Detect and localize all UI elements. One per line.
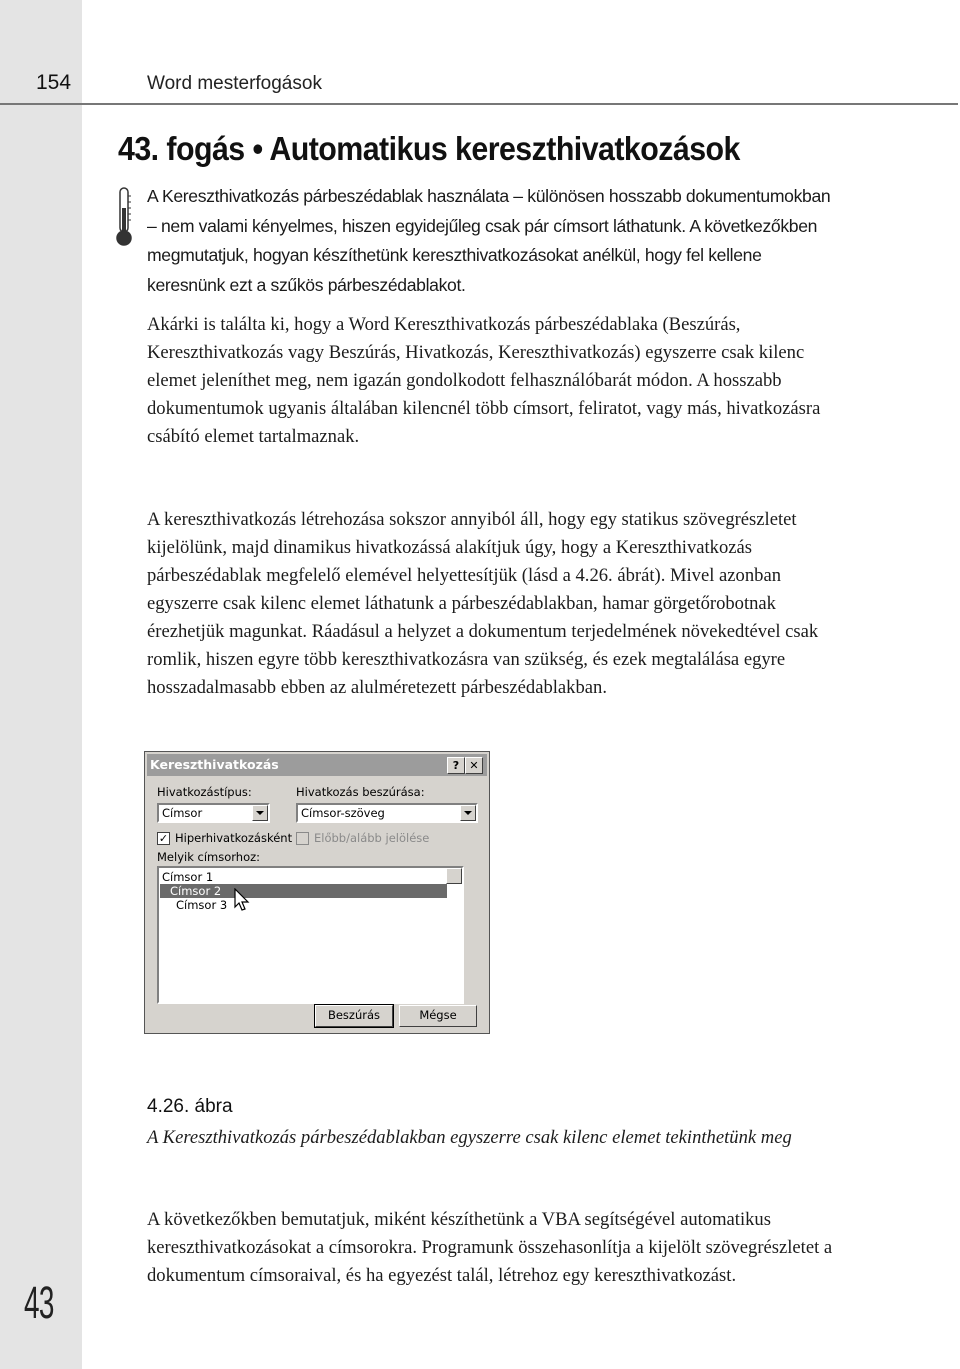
ref-type-label: Hivatkozástípus:	[157, 785, 252, 799]
running-head: Word mesterfogások	[147, 73, 322, 94]
cross-reference-dialog	[144, 751, 490, 1034]
hyperlink-label: Hiperhivatkozásként	[175, 831, 293, 845]
above-below-label: Előbb/alább jelölése	[314, 831, 430, 845]
dialog-titlebar	[147, 754, 487, 776]
which-heading-label: Melyik címsorhoz:	[157, 850, 261, 864]
hyperlink-checkbox[interactable]: ✓	[158, 832, 169, 845]
scroll-up-button[interactable]	[446, 868, 462, 884]
chevron-down-icon[interactable]	[460, 805, 476, 821]
figure-number: 4.26. ábra	[147, 1096, 233, 1117]
ref-type-value: Címsor	[162, 806, 203, 820]
body-paragraph-3: A következőkben bemutatjuk, miként készíthetünk a VBA segítségével automatikus kereszthivatkozásokat a címsorokra. Programunk összehasonlítja a kijelölt szövegrészletet a dokumentum címsoraival, és ha egyezést talál, létrehoz egy kereszthivatkozást.	[147, 1209, 833, 1286]
ref-type-combo[interactable]	[157, 803, 270, 823]
insert-ref-combo[interactable]	[296, 803, 478, 823]
insert-ref-label: Hivatkozás beszúrása:	[296, 785, 425, 799]
dialog-title: Kereszthivatkozás	[150, 757, 279, 772]
chapter-title: 43. fogás • Automatikus kereszthivatkozások	[118, 130, 740, 167]
header-rule	[0, 103, 958, 105]
heading-listbox[interactable]	[157, 866, 464, 1004]
lead-paragraph: A Kereszthivatkozás párbeszédablak használata – különösen hosszabb dokumentumokban – nem valami kényelmes, hiszen egyidejűleg csak pár címsort láthatunk. A következőkben megmutatjuk, hogyan készíthetünk kereszthivatkozásokat anélkül, hogy fel kellene keresnünk ezt a szűkös párbeszédablakot.	[147, 186, 831, 295]
body-paragraph-2: A kereszthivatkozás létrehozása sokszor annyiból áll, hogy egy statikus szövegrészletet kijelölünk, majd dinamikus hivatkozássá alakítjuk úgy, hogy a Kereszthivatkozás párbeszédablak megfelelő elemével helyettesítjük (lásd a 4.26. ábrát). Mivel azonban egyszerre csak kilenc elemet láthatunk a párbeszédablakban, hamar görgetőrobotnak érezhetjük magunkat. Ráadásul a helyzet a dokumentum terjedelmének növekedtével csak romlik, hiszen egyre több kereszthivatkozásra van szükség, és ezek megtalálása egyre hosszadalmasabb ebben az alulméretezett párbeszédablakban.	[147, 509, 819, 698]
help-button[interactable]: ?	[447, 757, 465, 774]
thermometer-icon	[113, 186, 135, 248]
insert-button[interactable]: Beszúrás	[315, 1005, 393, 1027]
close-button[interactable]: ✕	[465, 757, 483, 774]
insert-ref-value: Címsor-szöveg	[301, 806, 385, 820]
cancel-button[interactable]: Mégse	[399, 1005, 477, 1027]
body-paragraph-1: Akárki is találta ki, hogy a Word Kereszthivatkozás párbeszédablaka (Beszúrás, Kereszthivatkozás vagy Beszúrás, Hivatkozás, Kereszthivatkozás) egyszerre csak kilenc elemet jeleníthet meg, nem igazán gondolkodott felhasználóbarát módon. A hosszabb dokumentumok ugyanis általában kilencnél több címsort, feliratot, vagy más, hivatkozásra csábító elemet tartalmaznak.	[147, 314, 821, 447]
mouse-pointer-icon	[234, 888, 250, 912]
chevron-down-icon[interactable]	[252, 805, 268, 821]
above-below-checkbox[interactable]	[296, 832, 309, 845]
list-item-selected[interactable]: Címsor 2	[160, 884, 447, 898]
page-sidebar	[0, 0, 82, 1369]
side-chapter-number: 43	[24, 1277, 54, 1328]
figure-caption: A Kereszthivatkozás párbeszédablakban egyszerre csak kilenc elemet tekinthetünk meg	[147, 1127, 792, 1148]
page-number: 154	[36, 71, 72, 94]
list-item[interactable]: Címsor 3	[176, 898, 228, 912]
list-item[interactable]: Címsor 1	[162, 870, 214, 884]
